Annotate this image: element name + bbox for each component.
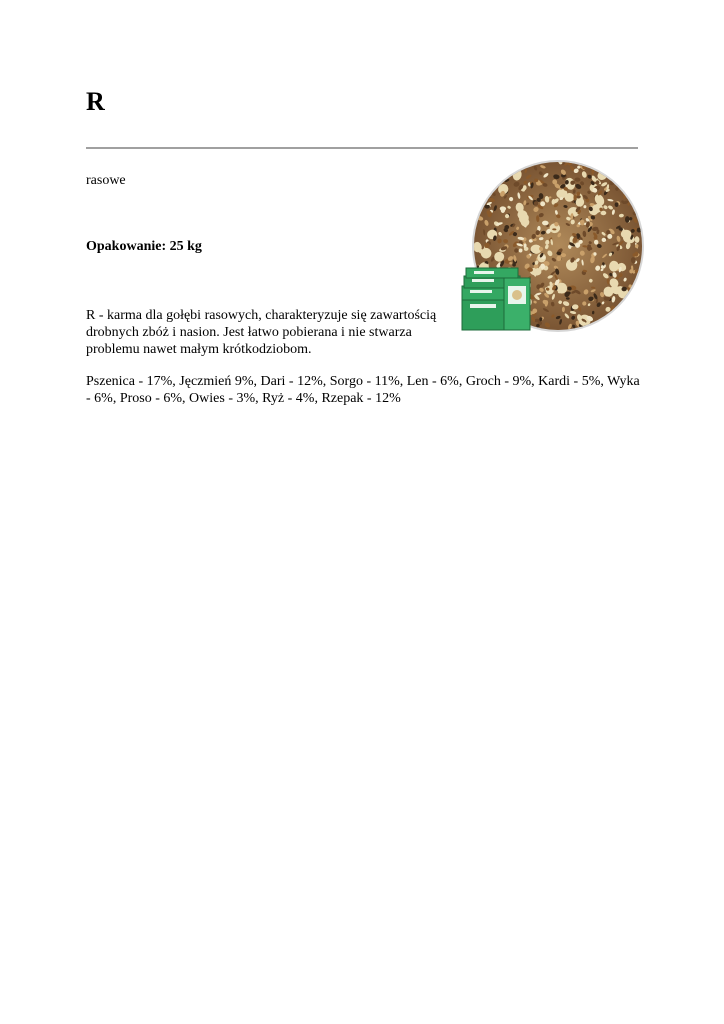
seed-grain	[485, 205, 490, 209]
feed-bags-stack	[462, 268, 530, 330]
product-description: R - karma dla gołębi rasowych, charakteryzuje się zawartością drobnych zbóż i nasion. Jest łatwo pobierana i nie stwarza problemu nawet małym krótkodziobom.	[86, 308, 437, 357]
product-image	[460, 158, 644, 338]
product-composition: Pszenica - 17%, Jęczmień 9%, Dari - 12%, Sorgo - 11%, Len - 6%, Groch - 9%, Kardi - 5%, Wyka - 6%, Proso - 6%, Owies - 3%, Ryż - 4%, Rzepak - 12%	[86, 374, 640, 406]
page-title: R	[86, 87, 105, 116]
packaging-info: Opakowanie: 25 kg	[86, 239, 202, 254]
product-category: rasowe	[86, 173, 126, 188]
title-divider	[86, 147, 638, 149]
